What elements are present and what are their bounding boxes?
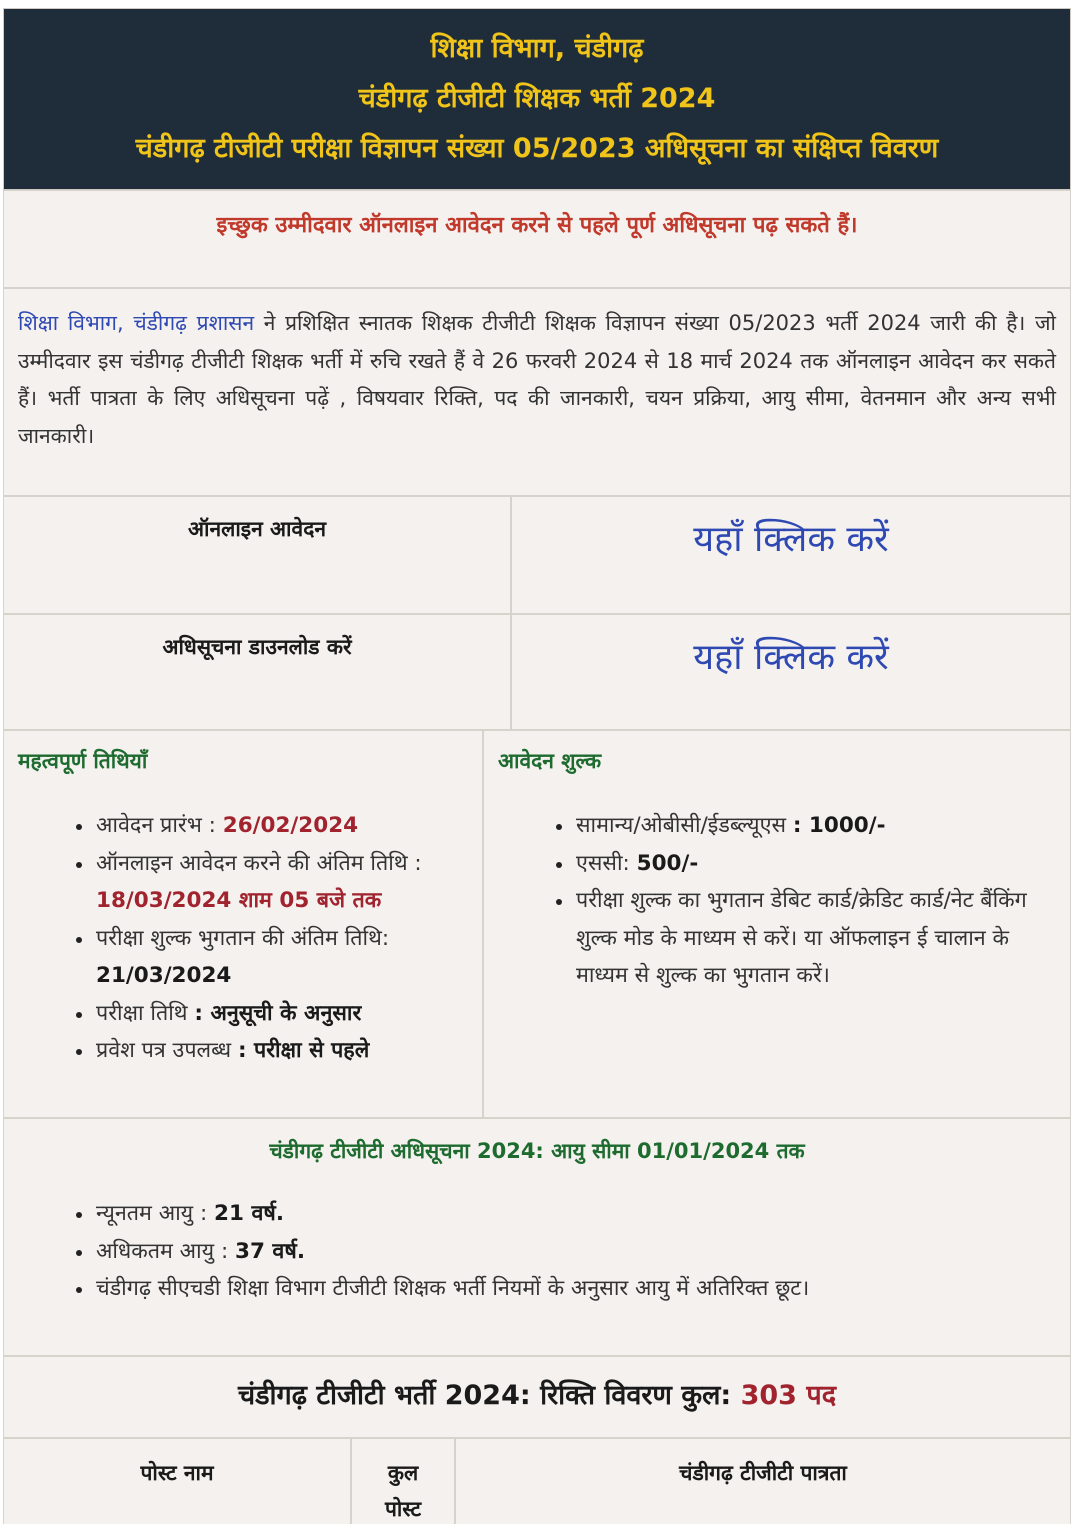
list-item: सामान्य/ओबीसी/ईडब्ल्यूएस : 1000/- — [554, 807, 1054, 845]
notice-text: इच्छुक उम्मीदवार ऑनलाइन आवेदन करने से पहले पूर्ण अधिसूचना पढ़ सकते हैं। — [216, 213, 858, 238]
application-fee-box — [483, 730, 1071, 1118]
header-department: शिक्षा विभाग, चंडीगढ़ — [430, 33, 644, 64]
intro-paragraph — [18, 305, 1056, 455]
important-dates-box — [3, 730, 483, 1118]
list-item: परीक्षा शुल्क भुगतान की अंतिम तिथि: 21/03/2024 — [74, 920, 468, 995]
table-header-eligibility: चंडीगढ़ टीजीटी पात्रता — [455, 1438, 1071, 1524]
table-header-post-name: पोस्ट नाम — [3, 1438, 351, 1524]
intro-box — [3, 288, 1071, 496]
notification-download-label: अधिसूचना डाउनलोड करें — [162, 635, 352, 659]
online-apply-link[interactable]: यहाँ क्लिक करें — [693, 519, 889, 560]
notification-download-label-cell — [3, 614, 511, 730]
page-header — [3, 8, 1071, 190]
age-limit-list — [74, 1195, 1056, 1308]
list-item: चंडीगढ़ सीएचडी शिक्षा विभाग टीजीटी शिक्षक भर्ती नियमों के अनुसार आयु में अतिरिक्त छूट। — [74, 1270, 1056, 1308]
age-limit-box — [3, 1118, 1071, 1356]
header-recruitment-title: चंडीगढ़ टीजीटी शिक्षक भर्ती 2024 — [358, 83, 716, 114]
application-fee-list — [554, 807, 1054, 995]
online-apply-link-cell — [511, 496, 1071, 614]
important-dates-list — [74, 807, 468, 1070]
vacancy-total: 303 पद — [740, 1380, 837, 1411]
list-item: परीक्षा शुल्क का भुगतान डेबिट कार्ड/क्रेडिट कार्ड/नेट बैंकिंग शुल्क मोड के माध्यम से करें। या ऑफलाइन ई चालान के माध्यम से शुल्क का भुगतान करें। — [554, 882, 1054, 995]
notice-box — [3, 190, 1071, 288]
online-apply-label: ऑनलाइन आवेदन — [187, 517, 327, 541]
online-apply-label-cell — [3, 496, 511, 614]
notification-download-link-cell — [511, 614, 1071, 730]
important-dates-title: महत्वपूर्ण तिथियाँ — [18, 749, 148, 773]
intro-text: ने प्रशिक्षित स्नातक शिक्षक टीजीटी शिक्षक विज्ञापन संख्या 05/2023 भर्ती 2024 जारी की है। जो उम्मीदवार इस चंडीगढ़ टीजीटी शिक्षक भर्ती में रुचि रखते हैं वे 26 फरवरी 2024 से 18 मार्च 2024 तक ऑनलाइन आवेदन कर सकते हैं। भर्ती पात्रता के लिए अधिसूचना पढ़ें , विषयवार रिक्ति, पद की जानकारी, चयन प्रक्रिया, आयु सीमा, वेतनमान और अन्य सभी जानकारी। — [18, 311, 1056, 448]
vacancy-heading-box — [3, 1356, 1071, 1438]
table-header-total-posts: कुल पोस्ट — [351, 1438, 455, 1524]
list-item: एससी: 500/- — [554, 845, 1054, 883]
vacancy-heading: चंडीगढ़ टीजीटी भर्ती 2024: रिक्ति विवरण कुल: 303 पद — [237, 1380, 837, 1411]
list-item: आवेदन प्रारंभ : 26/02/2024 — [74, 807, 468, 845]
notification-download-link[interactable]: यहाँ क्लिक करें — [693, 637, 889, 678]
list-item: न्यूनतम आयु : 21 वर्ष. — [74, 1195, 1056, 1233]
department-link[interactable]: शिक्षा विभाग, चंडीगढ़ प्रशासन — [18, 311, 255, 335]
application-fee-title: आवेदन शुल्क — [498, 749, 602, 773]
list-item: परीक्षा तिथि : अनुसूची के अनुसार — [74, 995, 468, 1033]
list-item: ऑनलाइन आवेदन करने की अंतिम तिथि : 18/03/2024 शाम 05 बजे तक — [74, 845, 468, 920]
age-limit-title: चंडीगढ़ टीजीटी अधिसूचना 2024: आयु सीमा 01/01/2024 तक — [269, 1139, 805, 1163]
list-item: प्रवेश पत्र उपलब्ध : परीक्षा से पहले — [74, 1032, 468, 1070]
header-advertisement-title: चंडीगढ़ टीजीटी परीक्षा विज्ञापन संख्या 05/2023 अधिसूचना का संक्षिप्त विवरण — [135, 133, 939, 164]
list-item: अधिकतम आयु : 37 वर्ष. — [74, 1233, 1056, 1271]
